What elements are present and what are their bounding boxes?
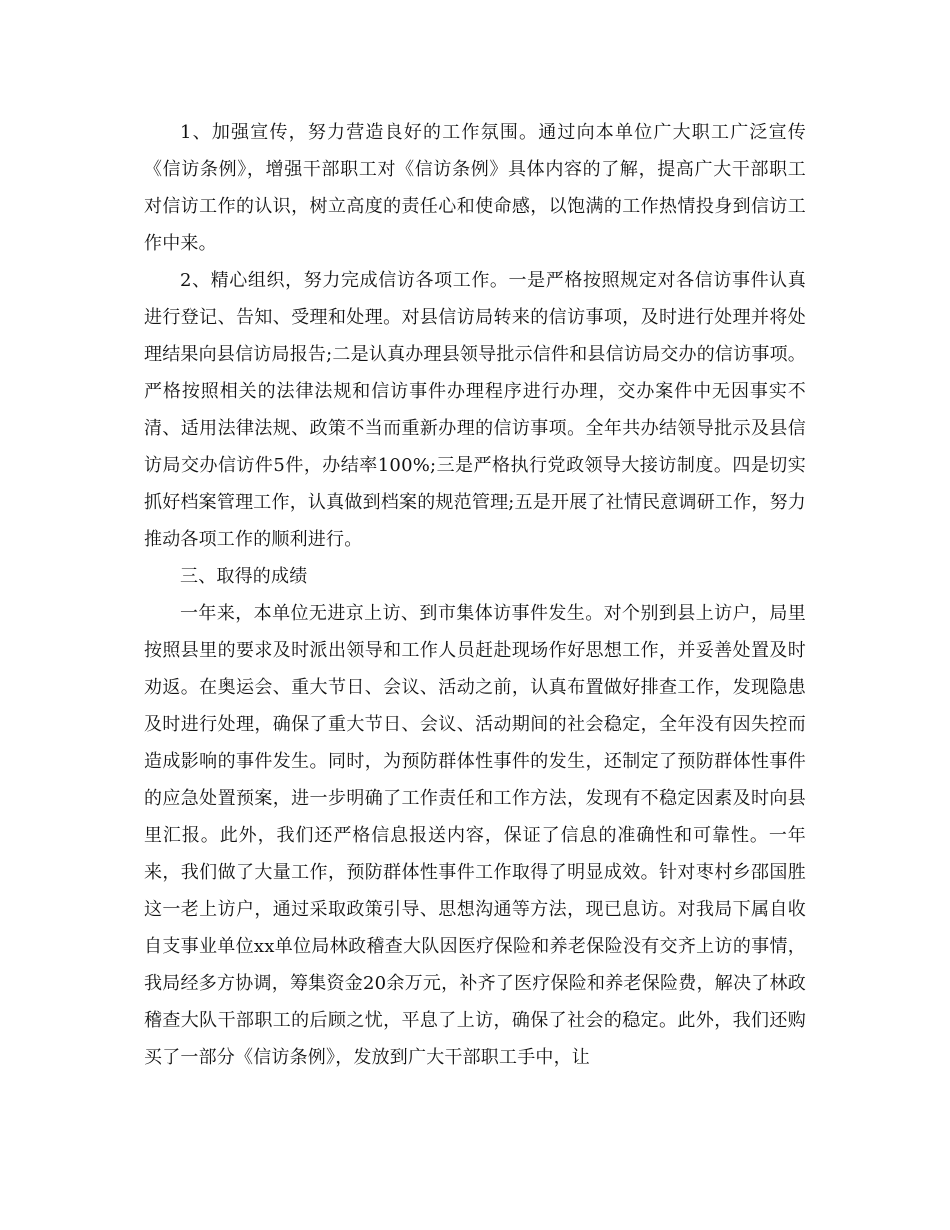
paragraph-publicity: 1、加强宣传，努力营造良好的工作氛围。通过向本单位广大职工广泛宣传《信访条例》，增强干部职工对《信访条例》具体内容的了解，提高广大干部职工对信访工作的认识，树立高度的责任心和使命感，以饱满的工作热情投身到信访工作中来。 [144, 122, 806, 254]
section-heading-achievements: 三、取得的成绩 [180, 566, 308, 587]
paragraph-achievements: 一年来，本单位无进京上访、到市集体访事件发生。对个别到县上访户，局里按照县里的要求及时派出领导和工作人员赶赴现场作好思想工作，并妥善处置及时劝返。在奥运会、重大节日、会议、活动之前，认真布置做好排查工作，发现隐患及时进行处理，确保了重大节日、会议、活动期间的社会稳定，全年没有因失控而造成影响的事件发生。同时，为预防群体性事件的发生，还制定了预防群体性事件的应急处置预案，进一步明确了工作责任和工作方法，发现有不稳定因素及时向县里汇报。此外，我们还严格信息报送内容，保证了信息的准确性和可靠性。一年来，我们做了大量工作，预防群体性事件工作取得了明显成效。针对枣村乡邵国胜这一老上访户，通过采取政策引导、思想沟通等方法，现已息访。对我局下属自收自支事业单位xx单位局林政稽查大队因医疗保险和养老保险没有交齐上访的事情，我局经多方协调，筹集资金20余万元，补齐了医疗保险和养老保险费，解决了林政稽查大队干部职工的后顾之忧，平息了上访，确保了社会的稳定。此外，我们还购买了一部分《信访条例》，发放到广大干部职工手中，让 [144, 603, 806, 1068]
document-page [144, 114, 806, 1076]
paragraph-organization: 2、精心组织，努力完成信访各项工作。一是严格按照规定对各信访事件认真进行登记、告知、受理和处理。对县信访局转来的信访事项，及时进行处理并将处理结果向县信访局报告;二是认真办理县领导批示信件和县信访局交办的信访事项。严格按照相关的法律法规和信访事件办理程序进行办理，交办案件中无因事实不清、适用法律法规、政策不当而重新办理的信访事项。全年共办结领导批示及县信访局交办信访件5件，办结率100%;三是严格执行党政领导大接访制度。四是切实抓好档案管理工作，认真做到档案的规范管理;五是开展了社情民意调研工作，努力推动各项工作的顺利进行。 [144, 270, 806, 550]
